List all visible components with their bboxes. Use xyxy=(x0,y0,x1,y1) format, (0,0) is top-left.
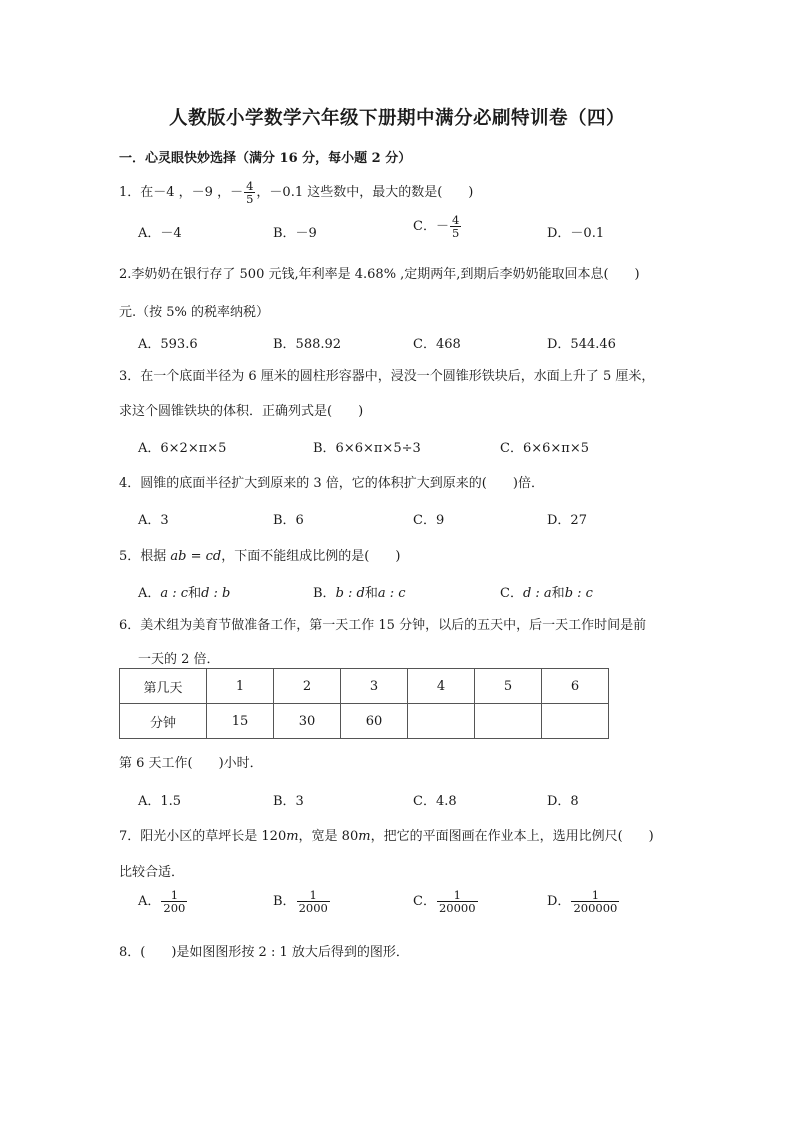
q7-option-b[interactable]: B． $\frac{1}{2000}$ xyxy=(273,888,328,916)
question-6-after: 第 6 天工作( )小时． xyxy=(119,756,263,771)
table-cell: 2 xyxy=(274,669,341,704)
fraction: $\frac{1}{200000}$ xyxy=(573,888,618,916)
fraction: $\frac{4}{5}$ xyxy=(451,213,460,241)
work-time-table xyxy=(119,668,609,739)
q4-option-b[interactable]: B．6 xyxy=(273,513,304,528)
fraction: $\frac{1}{200}$ xyxy=(163,888,186,916)
question-2-line-2: 元.（按 5% 的税率纳税） xyxy=(119,305,270,320)
q6-option-a[interactable]: A．1.5 xyxy=(138,794,182,809)
table-cell: 6 xyxy=(542,669,609,704)
q1-option-c[interactable]: C．－ $\frac{4}{5}$ xyxy=(413,213,460,241)
q1-option-d[interactable]: D．－0.1 xyxy=(547,226,605,241)
q3-option-c[interactable]: C．6×6×π×5 xyxy=(500,441,589,456)
q2-option-d[interactable]: D．544.46 xyxy=(547,337,616,352)
table-cell: 15 xyxy=(207,704,274,739)
q5-option-a[interactable]: A．a : c和d : b xyxy=(138,586,231,601)
question-4: 4．圆锥的底面半径扩大到原来的 3 倍，它的体积扩大到原来的( )倍． xyxy=(119,476,544,491)
q3-option-a[interactable]: A．6×2×π×5 xyxy=(138,441,227,456)
q2-option-a[interactable]: A．593.6 xyxy=(138,337,198,352)
table-row xyxy=(120,704,609,739)
q5-option-c[interactable]: C．d : a和b : c xyxy=(500,586,593,601)
table-row xyxy=(120,669,609,704)
q4-option-d[interactable]: D．27 xyxy=(547,513,587,528)
question-5: 5．根据 ab = cd，下面不能组成比例的是( ) xyxy=(119,549,401,564)
table-cell xyxy=(542,704,609,739)
table-cell xyxy=(408,704,475,739)
table-cell: 1 xyxy=(207,669,274,704)
q6-option-c[interactable]: C．4.8 xyxy=(413,794,457,809)
table-cell: 4 xyxy=(408,669,475,704)
q6-option-d[interactable]: D．8 xyxy=(547,794,579,809)
q6-option-b[interactable]: B．3 xyxy=(273,794,304,809)
question-6-line-1: 6．美术组为美育节做准备工作，第一天工作 15 分钟，以后的五天中，后一天工作时间是前 xyxy=(119,618,647,633)
page-title: 人教版小学数学六年级下册期中满分必刷特训卷（四） xyxy=(168,108,625,129)
table-cell: 第几天 xyxy=(120,669,207,704)
table-cell: 分钟 xyxy=(120,704,207,739)
q1-option-b[interactable]: B．－9 xyxy=(273,226,317,241)
question-6-line-2: 一天的 2 倍． xyxy=(138,652,220,667)
q7-option-c[interactable]: C． $\frac{1}{20000}$ xyxy=(413,888,476,916)
q3-option-b[interactable]: B．6×6×π×5÷3 xyxy=(313,441,421,456)
question-1: 1．在－4 ，－9 ，－ $\frac{4}{5}$ ，－0.1 这些数中，最大的数是( ) xyxy=(119,179,474,207)
q2-option-b[interactable]: B．588.92 xyxy=(273,337,342,352)
section-heading: 一．心灵眼快妙选择（满分 16 分，每小题 2 分） xyxy=(119,151,412,166)
fraction: $\frac{4}{5}$ xyxy=(246,179,254,207)
question-7-line-1: 7．阳光小区的草坪长是 120m，宽是 80m，把它的平面图画在作业本上，选用比例尺( ) xyxy=(119,829,654,844)
question-7-line-2: 比较合适． xyxy=(119,865,185,880)
equation: ab = cd xyxy=(170,549,222,564)
q4-option-c[interactable]: C．9 xyxy=(413,513,445,528)
table-cell: 3 xyxy=(341,669,408,704)
q5-option-b[interactable]: B．b : d和a : c xyxy=(313,586,406,601)
q7-option-a[interactable]: A． $\frac{1}{200}$ xyxy=(138,888,186,916)
q2-option-c[interactable]: C．468 xyxy=(413,337,461,352)
q7-option-d[interactable]: D． $\frac{1}{200000}$ xyxy=(547,888,618,916)
fraction: $\frac{1}{2000}$ xyxy=(298,888,328,916)
table-cell: 5 xyxy=(475,669,542,704)
q1-option-a[interactable]: A．－4 xyxy=(138,226,182,241)
table-cell: 30 xyxy=(274,704,341,739)
q4-option-a[interactable]: A．3 xyxy=(138,513,169,528)
fraction: $\frac{1}{20000}$ xyxy=(438,888,476,916)
question-3-line-1: 3．在一个底面半径为 6 厘米的圆柱形容器中，浸没一个圆锥形铁块后，水面上升了 5 厘米， xyxy=(119,369,655,384)
table-cell: 60 xyxy=(341,704,408,739)
question-3-line-2: 求这个圆锥铁块的体积．正确列式是( ) xyxy=(119,404,364,419)
table-cell xyxy=(475,704,542,739)
question-8: 8．( )是如图图形按 2 : 1 放大后得到的图形． xyxy=(119,945,409,960)
question-2-line-1: 2.李奶奶在银行存了 500 元钱,年利率是 4.68% ,定期两年,到期后李奶奶能取回本息( ) xyxy=(119,267,640,282)
